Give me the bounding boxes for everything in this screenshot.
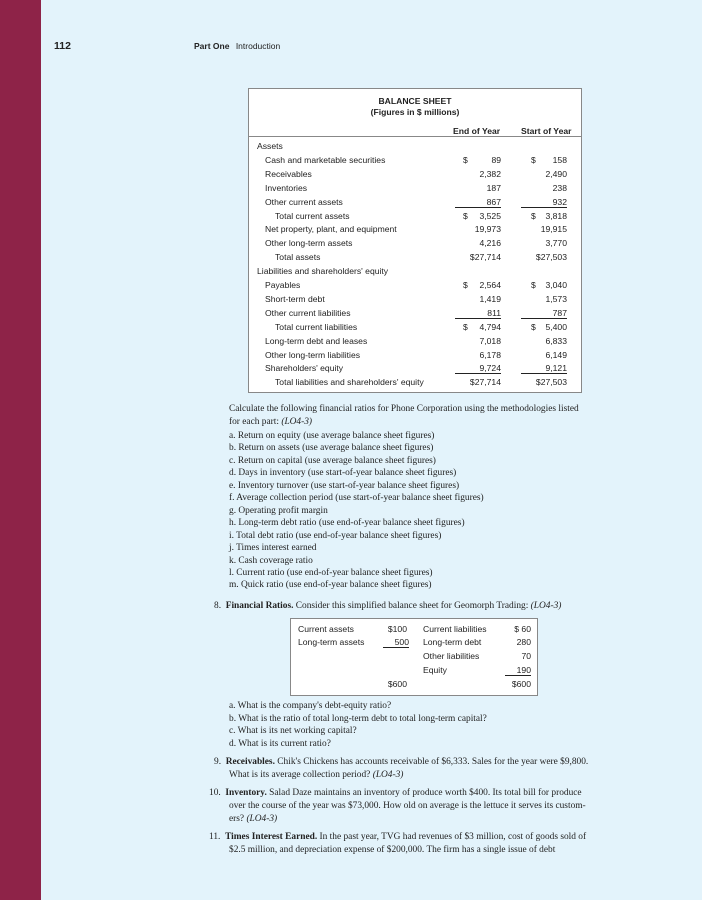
row-label: Other long-term liabilities	[265, 349, 361, 360]
problem10-text1: Salad Daze maintains an inventory of produce worth $400. Its total bill for produce	[266, 788, 582, 798]
balance-sheet-row	[249, 322, 581, 336]
problem11-title: Times Interest Earned.	[225, 832, 318, 842]
row-value-end: 4,794	[479, 321, 501, 332]
row-label: Assets	[257, 141, 283, 151]
balance-sheet-row	[249, 224, 581, 238]
row-value-start: 2,490	[545, 168, 567, 179]
balance-sheet-row	[249, 350, 581, 364]
header-rule	[249, 136, 581, 137]
row-value-start: 5,400	[545, 321, 567, 332]
row-value-start: 238	[552, 182, 567, 193]
dollar-sign: $	[463, 321, 468, 332]
running-head	[194, 41, 280, 51]
row-value-end: $27,714	[469, 252, 501, 263]
part-label: Part One	[194, 41, 230, 51]
row-label: Total liabilities and shareholders' equity	[275, 377, 424, 388]
problem7-intro-2	[229, 416, 312, 429]
problem11-line1	[209, 831, 586, 844]
row-value-end: 1,419	[479, 293, 501, 304]
problem9-line1	[214, 756, 588, 769]
equity-value: 190	[505, 665, 531, 676]
problem8-item: b. What is the ratio of total long-term debt to total long-term capital?	[229, 713, 487, 724]
problem7-item: b. Return on assets (use average balance sheet figures)	[229, 443, 434, 454]
row-value-start: 6,149	[545, 349, 567, 360]
equity-label: Equity	[423, 665, 447, 675]
row-value-start: 3,818	[545, 210, 567, 221]
dollar-sign: $	[463, 154, 468, 165]
row-label: Long-term debt and leases	[265, 335, 368, 346]
problem7-intro-text: for each part:	[229, 417, 282, 427]
balance-sheet-row	[249, 336, 581, 350]
current-assets-value: $100	[387, 624, 407, 634]
dollar-sign: $	[463, 280, 468, 290]
row-value-start: 6,833	[545, 335, 567, 346]
row-label: Cash and marketable securities	[265, 154, 386, 165]
problem7-item: d. Days in inventory (use start-of-year balance sheet figures)	[229, 468, 457, 479]
problem10-lo: (LO4-3)	[246, 814, 278, 824]
problem7-item: j. Times interest earned	[229, 543, 317, 554]
row-value-end: 7,018	[479, 335, 501, 346]
other-liabilities-label: Other liabilities	[423, 651, 480, 661]
problem7-item: c. Return on capital (use average balance sheet figures)	[229, 455, 436, 466]
row-label: Short-term debt	[265, 293, 325, 304]
problem8-item: c. What is its net working capital?	[229, 726, 357, 737]
row-value-end: 811	[455, 308, 501, 319]
problem10-text3: ers?	[229, 814, 247, 824]
balance-sheet-row	[249, 294, 581, 308]
problem7-item: a. Return on equity (use average balance sheet figures)	[229, 431, 435, 441]
problem8-item: a. What is the company's debt-equity ratio?	[229, 701, 392, 711]
row-value-end: 19,973	[474, 224, 501, 235]
row-value-end: 6,178	[479, 349, 501, 360]
dollar-sign: $	[463, 210, 468, 221]
problem8-text: Consider this simplified balance sheet for Geomorph Trading:	[293, 601, 531, 611]
row-label: Total current liabilities	[275, 321, 358, 332]
balance-sheet-row	[249, 197, 581, 211]
book-spine-bar	[0, 0, 41, 900]
problem9-lo: (LO4-3)	[372, 770, 404, 780]
balance-sheet-row	[249, 238, 581, 252]
current-liabilities-label: Current liabilities	[423, 624, 487, 634]
problem11-text1: In the past year, TVG had revenues of $3 million, cost of goods sold of	[317, 832, 587, 842]
row-label: Liabilities and shareholders' equity	[257, 266, 389, 277]
long-term-assets-value: 500	[383, 637, 409, 648]
problem11-number: 11.	[209, 832, 221, 842]
row-value-start: 3,770	[545, 238, 567, 249]
row-label: Total current assets	[275, 210, 350, 221]
balance-sheet-row	[249, 363, 581, 377]
balance-sheet-row	[249, 141, 581, 155]
dollar-sign: $	[531, 210, 536, 221]
row-value-start: 932	[521, 197, 567, 208]
row-value-start: 158	[552, 154, 567, 165]
long-term-debt-label: Long-term debt	[423, 637, 482, 647]
balance-sheet-row	[249, 252, 581, 266]
dollar-sign: $	[531, 321, 536, 332]
row-label: Other long-term assets	[265, 238, 353, 249]
balance-sheet-subtitle: (Figures in $ millions)	[370, 107, 460, 117]
row-value-end: 2,564	[479, 280, 501, 290]
balance-sheet-row	[249, 169, 581, 183]
row-label: Other current assets	[265, 196, 343, 207]
problem10-title: Inventory.	[225, 788, 267, 798]
problem8-item: d. What is its current ratio?	[229, 738, 331, 749]
row-value-start: $27,503	[535, 252, 567, 263]
problem9-number: 9.	[214, 757, 222, 767]
page-number: 112	[54, 40, 71, 52]
dollar-sign: $	[531, 280, 536, 290]
problem7-item: i. Total debt ratio (use end-of-year balance sheet figures)	[229, 530, 442, 541]
row-value-start: 19,915	[540, 224, 567, 235]
problem7-item: k. Cash coverage ratio	[229, 555, 313, 566]
problem7-item: h. Long-term debt ratio (use end-of-year balance sheet figures)	[229, 518, 465, 529]
balance-sheet-row	[249, 211, 581, 225]
problem7-item: e. Inventory turnover (use start-of-year balance sheet figures)	[229, 480, 460, 491]
problem10-line3	[229, 813, 277, 826]
problem9-text2: What is its average collection period?	[229, 770, 373, 780]
problem7-item: m. Quick ratio (use end-of-year balance sheet figures)	[229, 580, 432, 591]
row-label: Net property, plant, and equipment	[265, 224, 397, 235]
problem10-line2: over the course of the year was $73,000. How old on average is the lettuce it serves its custom-	[229, 801, 586, 811]
row-value-start: 787	[521, 308, 567, 319]
col-header-start: Start of Year	[521, 126, 572, 136]
current-assets-label: Current assets	[298, 624, 354, 634]
problem10-line1	[209, 787, 582, 800]
dollar-sign: $	[531, 154, 536, 165]
row-label: Receivables	[265, 168, 312, 179]
problem7-item: g. Operating profit margin	[229, 505, 328, 516]
balance-sheet-row	[249, 183, 581, 197]
balance-sheet-row	[249, 280, 581, 294]
problem9-text1: Chik's Chickens has accounts receivable of $6,333. Sales for the year were $9,800.	[274, 757, 589, 767]
row-value-end: 2,382	[479, 168, 501, 179]
row-value-end: 867	[455, 197, 501, 208]
problem11-line2: $2.5 million, and depreciation expense of $200,000. The firm has a single issue of debt	[229, 845, 556, 855]
problem7-intro-1: Calculate the following financial ratios for Phone Corporation using the methodologies listed	[229, 404, 579, 414]
row-value-end: $27,714	[469, 377, 501, 388]
row-value-end: 89	[491, 154, 501, 165]
row-label: Inventories	[265, 182, 308, 193]
total-assets-value: $600	[387, 679, 407, 689]
row-label: Other current liabilities	[265, 307, 351, 318]
col-header-end: End of Year	[453, 126, 501, 136]
problem8-lo: (LO4-3)	[530, 601, 562, 611]
problem9-line2	[229, 769, 403, 782]
problem7-item: l. Current ratio (use end-of-year balance sheet figures)	[229, 567, 433, 578]
problem10-number: 10.	[209, 788, 221, 798]
balance-sheet-row	[249, 155, 581, 169]
row-label: Total assets	[275, 252, 321, 263]
section-label: Introduction	[235, 41, 281, 51]
row-value-start: $27,503	[535, 377, 567, 388]
balance-sheet-title: BALANCE SHEET	[378, 96, 452, 106]
long-term-debt-value: 280	[516, 637, 531, 647]
row-value-end: 4,216	[479, 238, 501, 249]
row-value-end: 9,724	[455, 363, 501, 374]
problem8-title: Financial Ratios.	[225, 601, 294, 611]
balance-sheet-table	[248, 88, 582, 393]
other-liabilities-value: 70	[521, 651, 531, 661]
balance-sheet-row	[249, 377, 581, 391]
row-value-end: 3,525	[479, 210, 501, 221]
total-claims-value: $600	[511, 679, 531, 689]
balance-sheet-row	[249, 308, 581, 322]
problem9-title: Receivables.	[225, 757, 275, 767]
current-liabilities-value: $ 60	[514, 624, 531, 634]
row-value-end: 187	[486, 182, 501, 193]
long-term-assets-label: Long-term assets	[298, 637, 365, 647]
row-value-start: 1,573	[545, 293, 567, 304]
geomorph-balance-sheet	[290, 618, 538, 696]
column-headers	[249, 126, 581, 140]
problem7-lo: (LO4-3)	[281, 417, 313, 427]
problem8-number: 8.	[214, 601, 222, 611]
problem7-item: f. Average collection period (use start-of-year balance sheet figures)	[229, 493, 484, 504]
problem8-heading	[214, 600, 561, 613]
row-label: Payables	[265, 280, 301, 290]
balance-sheet-row	[249, 266, 581, 280]
row-label: Shareholders' equity	[265, 363, 344, 374]
row-value-start: 3,040	[545, 280, 567, 290]
row-value-start: 9,121	[521, 363, 567, 374]
